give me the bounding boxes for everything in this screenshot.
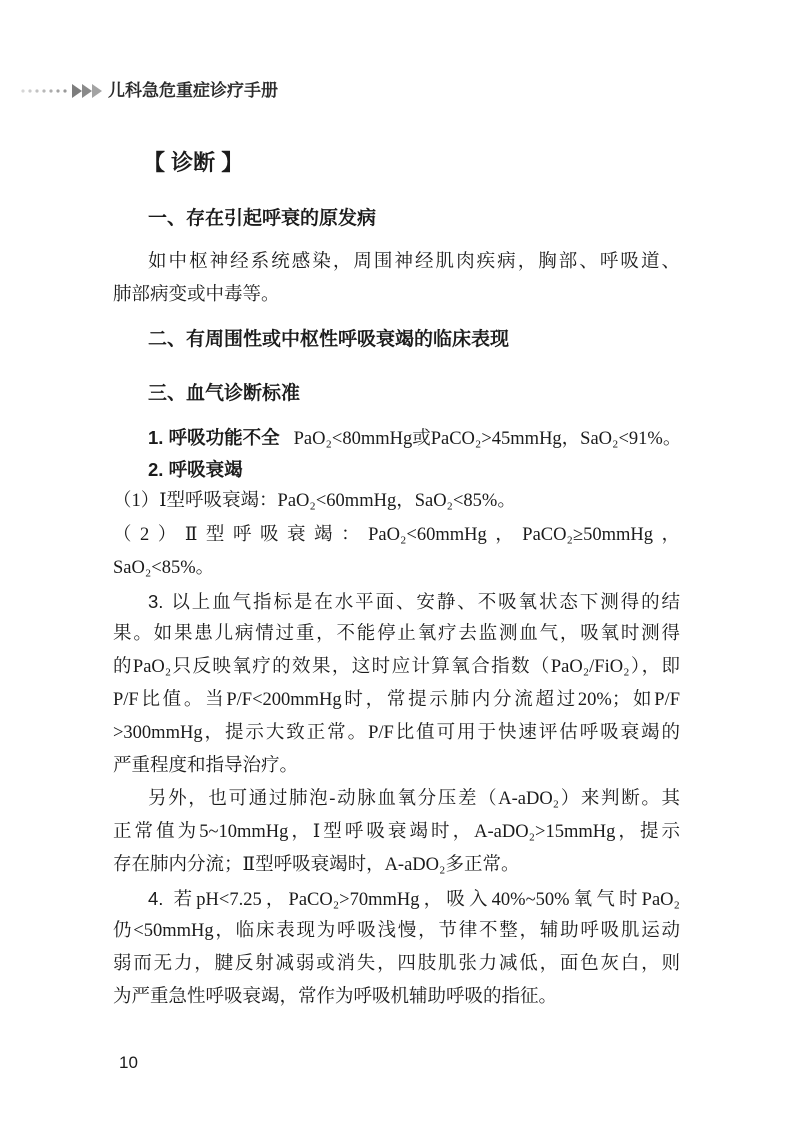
criterion-3-number: 3. [148, 591, 164, 612]
paragraph-line: 另外，也可通过肺泡-动脉血氧分压差（A-aDO₂）来判断。其 [148, 789, 680, 809]
criterion-1-label: 1. 呼吸功能不全 [148, 427, 280, 448]
criterion-4-line [148, 882, 680, 915]
heading-clinical-manifestation: 二、有周围性或中枢性呼吸衰竭的临床表现 [148, 329, 510, 350]
dots-arrows-icon [18, 82, 104, 100]
section-title: 【 诊断 】 [143, 150, 244, 175]
paragraph-line: 如中枢神经系统感染，周围神经肌肉疾病，胸部、呼吸道、 [148, 252, 680, 272]
criterion-1 [148, 421, 680, 454]
type-1-respiratory-failure: （1）Ⅰ型呼吸衰竭：PaO₂<60mmHg，SaO₂<85%。 [113, 491, 516, 511]
criterion-1-text: PaO₂<80mmHg或PaCO₂>45mmHg，SaO₂<91%。 [293, 429, 682, 449]
paragraph-line: 严重程度和指导治疗。 [113, 756, 299, 776]
paragraph-line-text: 若pH<7.25，PaCO₂>70mmHg，吸入40%~50%氧气时PaO₂ [169, 890, 680, 910]
paragraph-line: 的PaO₂只反映氧疗的效果，这时应计算氧合指数（PaO₂/FiO₂），即 [113, 657, 680, 677]
criterion-4-number: 4. [148, 888, 164, 909]
type-2-respiratory-failure-line: SaO₂<85%。 [113, 558, 215, 578]
paragraph-line: 仍<50mmHg，临床表现为呼吸浅慢，节律不整，辅助呼吸肌运动 [113, 921, 680, 941]
paragraph-line: 弱而无力，腱反射减弱或消失，四肢肌张力减低，面色灰白，则 [113, 954, 680, 974]
page-number: 10 [119, 1053, 138, 1072]
paragraph-line: 果。如果患儿病情过重，不能停止氧疗去监测血气，吸氧时测得 [113, 624, 680, 644]
heading-primary-disease: 一、存在引起呼衰的原发病 [148, 208, 377, 229]
type-2-respiratory-failure-line: （2）Ⅱ型呼吸衰竭：PaO₂<60mmHg，PaCO₂≥50mmHg， [113, 525, 680, 545]
paragraph-line: 肺部病变或中毒等。 [113, 285, 280, 305]
paragraph-line: >300mmHg，提示大致正常。P/F比值可用于快速评估呼吸衰竭的 [113, 723, 680, 743]
paragraph-line: P/F比值。当P/F<200mmHg时，常提示肺内分流超过20%；如P/F [113, 690, 680, 710]
criterion-3-line [148, 585, 680, 618]
paragraph-line-text: 以上血气指标是在水平面、安静、不吸氧状态下测得的结 [169, 593, 680, 613]
paragraph-line: 为严重急性呼吸衰竭，常作为呼吸机辅助呼吸的指征。 [113, 987, 558, 1007]
paragraph-line: 正常值为5~10mmHg，Ⅰ型呼吸衰竭时，A-aDO₂>15mmHg，提示 [113, 822, 680, 842]
paragraph-line: 存在肺内分流；Ⅱ型呼吸衰竭时，A-aDO₂多正常。 [113, 855, 520, 875]
heading-blood-gas-criteria: 三、血气诊断标准 [148, 383, 301, 404]
running-header-title: 儿科急危重症诊疗手册 [108, 81, 278, 100]
criterion-2-label: 2. 呼吸衰竭 [148, 459, 243, 480]
